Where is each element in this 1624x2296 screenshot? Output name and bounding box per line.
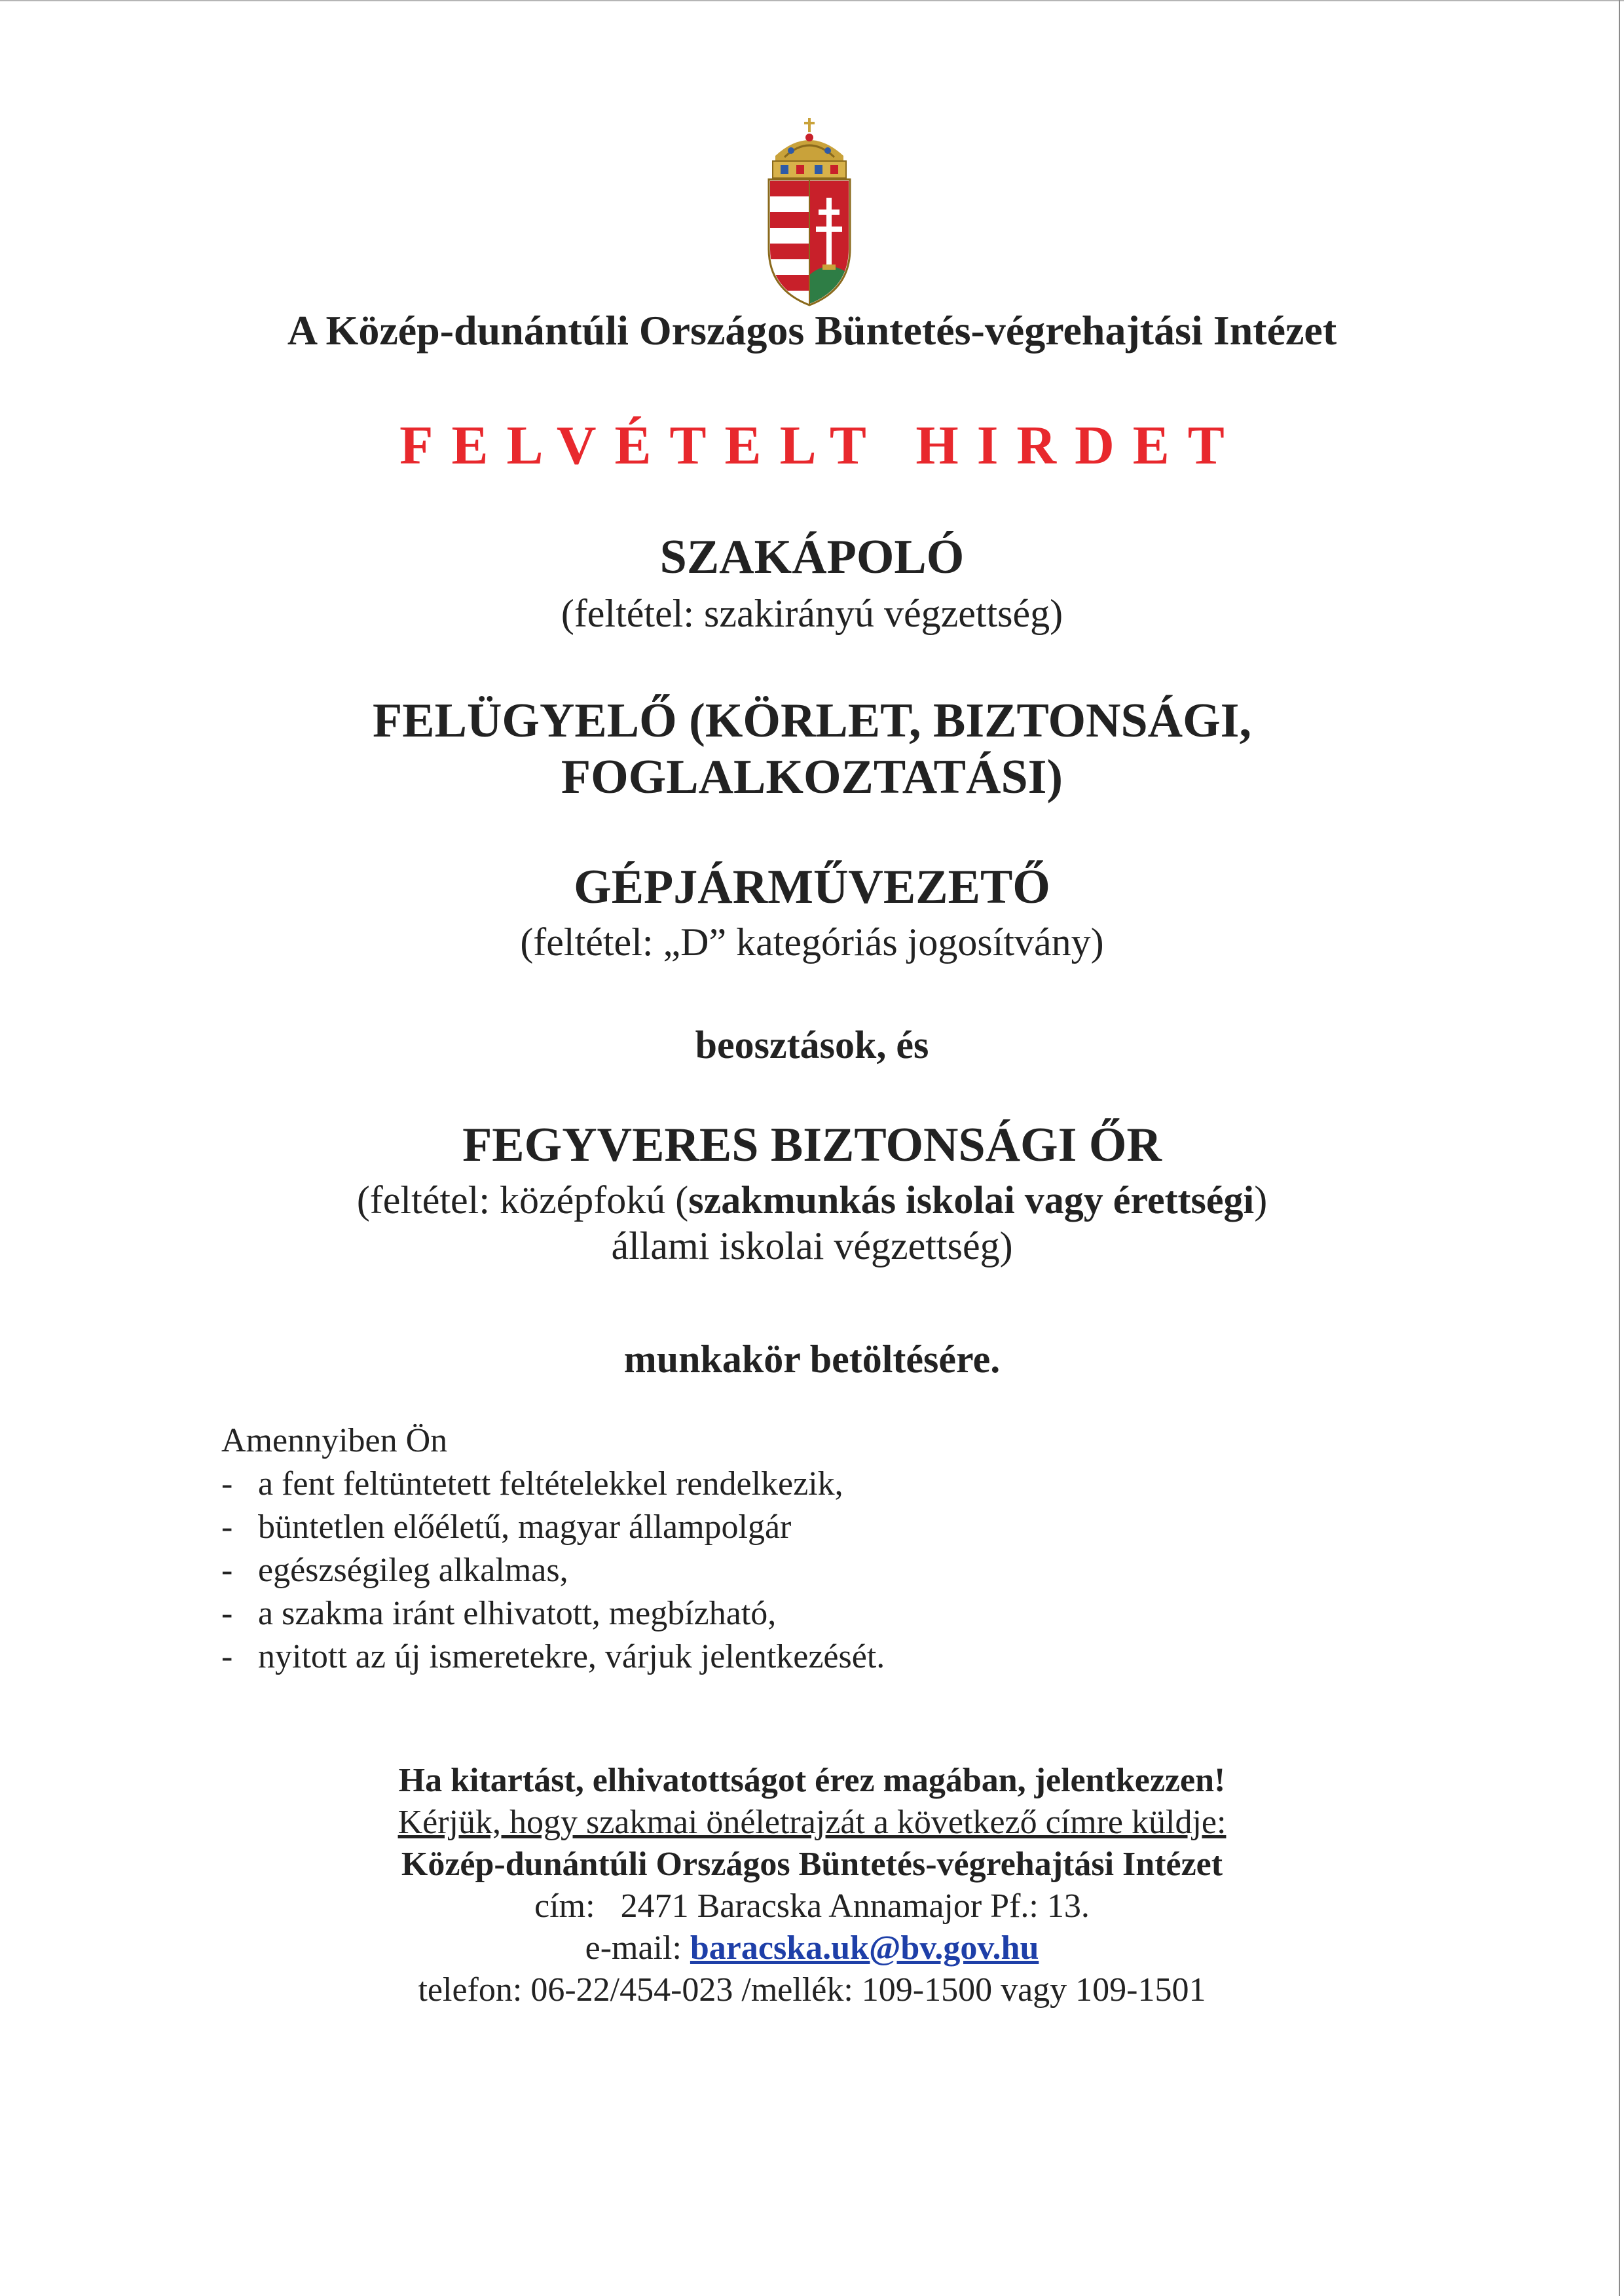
position-title-supervisor <box>0 693 1624 805</box>
phone-line <box>0 1969 1624 2011</box>
armed-guard-condition-prefix: (feltétel: középfokú ( <box>356 1178 689 1222</box>
requirements-block <box>221 1419 885 1679</box>
position-condition-driver: (feltétel: „D” kategóriás jogosítvány) <box>520 920 1104 964</box>
list-item <box>221 1463 885 1506</box>
coat-of-arms-icon <box>765 118 854 308</box>
armed-guard-condition-bold: szakmunkás iskolai vagy érettségi <box>688 1178 1255 1222</box>
announcement-heading: FELVÉTELT HIRDET <box>399 415 1243 476</box>
institution-name: A Közép-dunántúli Országos Büntetés-végrehajtási Intézet <box>287 307 1337 354</box>
scan-edge-top <box>0 0 1624 1</box>
email-label: e-mail: <box>585 1929 682 1967</box>
list-item-text: egészségileg alkalmas, <box>258 1552 568 1589</box>
position-title-armed-guard: FEGYVERES BIZTONSÁGI ŐR <box>462 1118 1162 1172</box>
list-item-text: büntetlen előéletű, magyar állampolgár <box>258 1508 792 1546</box>
list-dash: - <box>221 1638 233 1675</box>
position-title-supervisor-line2: FOGLALKOZTATÁSI) <box>561 750 1063 804</box>
address-value: 2471 Baracska Annamajor Pf.: 13. <box>620 1887 1090 1925</box>
requirements-list <box>221 1463 885 1679</box>
position-condition-armed-guard <box>0 1177 1624 1269</box>
requirements-intro: Amennyiben Ön <box>221 1422 448 1459</box>
armed-guard-condition-suffix: ) <box>1254 1178 1268 1222</box>
list-item <box>221 1592 885 1635</box>
armed-guard-condition-line1 <box>0 1177 1624 1223</box>
contact-block <box>0 1760 1624 2011</box>
armed-guard-condition-line2: állami iskolai végzettség) <box>611 1224 1013 1267</box>
position-title-nurse: SZAKÁPOLÓ <box>659 530 965 584</box>
email-line <box>0 1927 1624 1969</box>
list-item <box>221 1635 885 1679</box>
list-dash: - <box>221 1552 233 1589</box>
position-condition-nurse: (feltétel: szakirányú végzettség) <box>561 592 1063 635</box>
position-title-supervisor-line1: FELÜGYELŐ (KÖRLET, BIZTONSÁGI, <box>373 694 1251 748</box>
list-item-text: a szakma iránt elhivatott, megbízható, <box>258 1595 777 1632</box>
closing-phrase: munkakör betöltésére. <box>623 1338 1001 1381</box>
address-label: cím: <box>534 1887 595 1925</box>
email-link[interactable]: baracska.uk@bv.gov.hu <box>690 1929 1039 1967</box>
connector-text: beosztások, és <box>695 1023 929 1066</box>
phone-value: 06-22/454-023 /mellék: 109-1500 vagy 109-1501 <box>530 1971 1206 2009</box>
list-item-text: a fent feltüntetett feltételekkel rendelkezik, <box>258 1465 843 1503</box>
list-dash: - <box>221 1508 233 1546</box>
phone-label: telefon: <box>418 1971 523 2009</box>
address-line <box>0 1886 1624 1927</box>
organization-name: Közép-dunántúli Országos Büntetés-végrehajtási Intézet <box>401 1846 1223 1883</box>
list-dash: - <box>221 1465 233 1503</box>
list-item-text: nyitott az új ismeretekre, várjuk jelentkezését. <box>258 1638 885 1675</box>
list-item <box>221 1506 885 1549</box>
list-dash: - <box>221 1595 233 1632</box>
list-item <box>221 1549 885 1592</box>
cv-request: Kérjük, hogy szakmai önéletrajzát a következő címre küldje: <box>397 1804 1227 1841</box>
position-title-driver: GÉPJÁRMŰVEZETŐ <box>574 860 1050 914</box>
call-to-action: Ha kitartást, elhivatottságot érez magában, jelentkezzen! <box>398 1762 1226 1799</box>
